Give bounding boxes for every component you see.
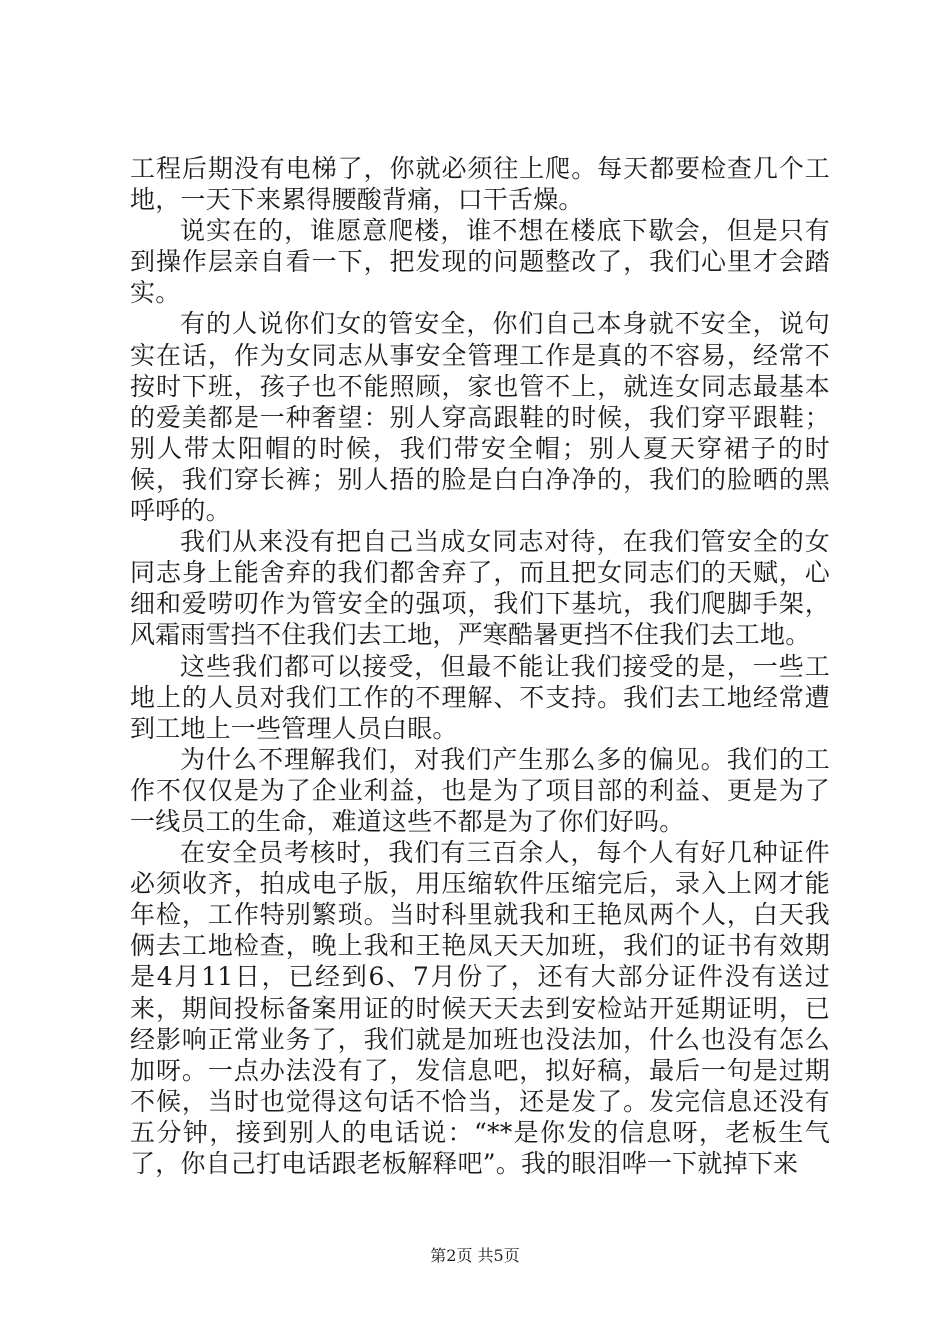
paragraph-1: 工程后期没有电梯了，你就必须往上爬。每天都要检查几个工地，一天下来累得腰酸背痛，口干舌燥。 xyxy=(130,154,830,215)
paragraph-2: 说实在的，谁愿意爬楼，谁不想在楼底下歇会，但是只有到操作层亲自看一下，把发现的问题整改了，我们心里才会踏实。 xyxy=(130,216,830,308)
paragraph-3: 有的人说你们女的管安全，你们自己本身就不安全，说句实在话，作为女同志从事安全管理工作是真的不容易，经常不按时下班，孩子也不能照顾，家也管不上，就连女同志最基本的爱美都是一种奢望：别人穿高跟鞋的时候，我们穿平跟鞋；别人带太阳帽的时候，我们带安全帽；别人夏天穿裙子的时候，我们穿长裤；别人捂的脸是白白净净的，我们的脸晒的黑呼呼的。 xyxy=(130,309,830,526)
paragraph-4: 我们从来没有把自己当成女同志对待，在我们管安全的女同志身上能舍弃的我们都舍弃了，而且把女同志们的天赋，心细和爱唠叨作为管安全的强项，我们下基坑，我们爬脚手架，风霜雨雪挡不住我们去工地，严寒酷暑更挡不住我们去工地。 xyxy=(130,527,830,650)
paragraph-6: 为什么不理解我们，对我们产生那么多的偏见。我们的工作不仅仅是为了企业利益，也是为了项目部的利益、更是为了一线员工的生命，难道这些不都是为了你们好吗。 xyxy=(130,744,830,836)
paragraph-7: 在安全员考核时，我们有三百余人，每个人有好几种证件必须收齐，拍成电子版，用压缩软件压缩完后，录入上网才能年检，工作特别繁琐。当时科里就我和王艳凤两个人，白天我俩去工地检查，晚上我和王艳凤天天加班，我们的证书有效期是4月11日，已经到6、7月份了，还有大部分证件没有送过来，期间投标备案用证的时候天天去到安检站开延期证明，已经影响正常业务了，我们就是加班也没法加，什么也没有怎么加呀。一点办法没有了，发信息吧，拟好稿，最后一句是过期不候，当时也觉得这句话不恰当，还是发了。发完信息还没有五分钟，接到别人的电话说：“**是你发的信息呀，老板生气了，你自己打电话跟老板解释吧”。我的眼泪哗一下就掉下来 xyxy=(130,838,830,1178)
document-body xyxy=(130,153,830,1179)
page-footer: 第2页 共5页 xyxy=(430,1246,520,1265)
paragraph-5: 这些我们都可以接受，但最不能让我们接受的是，一些工地上的人员对我们工作的不理解、不支持。我们去工地经常遭到工地上一些管理人员白眼。 xyxy=(130,651,830,743)
